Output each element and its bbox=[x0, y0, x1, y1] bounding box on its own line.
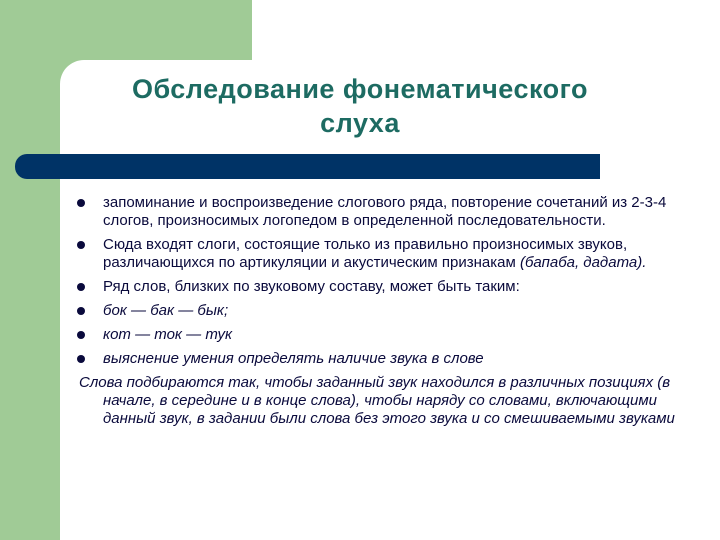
bullet-italic-text: бок — бак — бык; bbox=[103, 302, 229, 319]
bullet-list bbox=[75, 194, 675, 368]
bullet-item-2 bbox=[75, 236, 675, 272]
bullet-item-1 bbox=[75, 194, 675, 230]
bullet-dot-icon bbox=[77, 307, 85, 315]
bullet-dot-icon bbox=[77, 241, 85, 249]
bullet-text: Сюда входят слоги, состоящие только из правильно произносимых звуков, различающихся по артикуляции и акустическим признакам bbox=[103, 236, 628, 271]
bullet-text: Ряд слов, близких по звуковому составу, может быть таким: bbox=[103, 278, 520, 295]
bullet-dot-icon bbox=[77, 283, 85, 291]
bullet-italic-text: выяснение умения определять наличие звука в слове bbox=[103, 350, 484, 367]
slide-body bbox=[75, 194, 675, 428]
slide-title-line-2: слуха bbox=[320, 108, 400, 138]
bullet-item-4 bbox=[75, 302, 675, 320]
closing-paragraph: Слова подбираются так, чтобы заданный звук находился в различных позициях (в начале, в середине и в конце слова), чтобы наряду со словами, включающими данный звук, в задании были слова без этого звука и со смешиваемыми звуками bbox=[79, 374, 675, 427]
bullet-italic-text: (бапаба, дадата). bbox=[519, 254, 647, 271]
bullet-dot-icon bbox=[77, 331, 85, 339]
slide-title-line-1: Обследование фонематического bbox=[131, 74, 589, 104]
bullet-dot-icon bbox=[77, 355, 85, 363]
slide-title bbox=[60, 72, 660, 140]
bullet-text: запоминание и воспроизведение слогового ряда, повторение сочетаний из 2-3-4 слогов, произносимых логопедом в определенной последовательности. bbox=[103, 194, 667, 229]
bullet-item-6 bbox=[75, 350, 675, 368]
bullet-dot-icon bbox=[77, 199, 85, 207]
bullet-item-5 bbox=[75, 326, 675, 344]
bullet-italic-text: кот — ток — тук bbox=[103, 326, 233, 343]
bullet-item-3 bbox=[75, 278, 675, 296]
title-divider-bar bbox=[15, 154, 600, 179]
